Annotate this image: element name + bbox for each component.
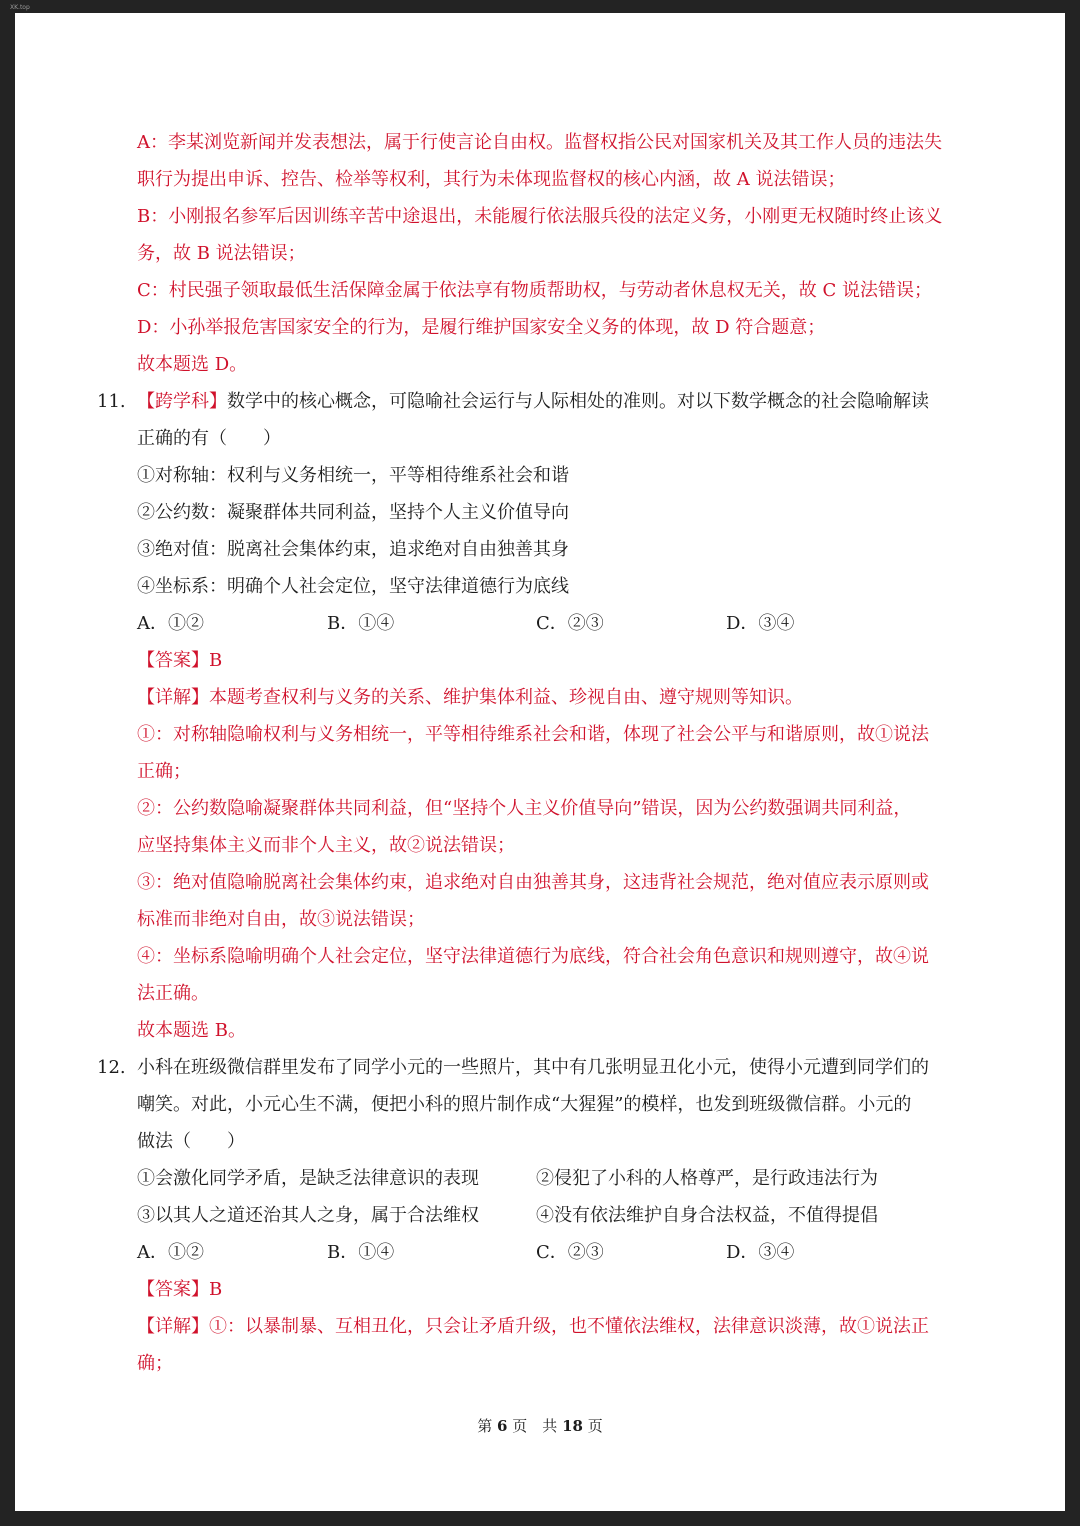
question-11-tag: 【跨学科】 [137,391,227,412]
footer-suffix: 页 [587,1417,603,1435]
question-11-explain-2a: ②：公约数隐喻凝聚群体共同利益，但“坚持个人主义价值导向”错误，因为公约数强调共同利益， [137,798,912,819]
question-11-explain-intro: 【详解】本题考查权利与义务的关系、维护集体利益、珍视自由、遵守规则等知识。 [137,687,803,708]
question-12-explain-line-2: 确； [137,1353,173,1374]
analysis-c-line: C：村民强子领取最低生活保障金属于依法享有物质帮助权，与劳动者休息权无关，故 C 说法错误； [137,280,932,301]
question-11-option-c: C．②③ [536,613,604,634]
question-11-explain-3a: ③：绝对值隐喻脱离社会集体约束，追求绝对自由独善其身，这违背社会规范，绝对值应表示原则或 [137,872,929,893]
question-11-explain-2b: 应坚持集体主义而非个人主义，故②说法错误； [137,835,515,856]
analysis-a-line-1: A：李某浏览新闻并发表想法，属于行使言论自由权。监督权指公民对国家机关及其工作人员的违法失 [137,132,942,153]
corner-watermark: XK.top [10,4,30,11]
question-12-statement-2: ②侵犯了小科的人格尊严，是行政违法行为 [536,1168,878,1189]
question-12-number: 12. [97,1057,126,1078]
question-11-conclusion: 故本题选 B。 [137,1020,246,1041]
question-11-statement-2: ②公约数：凝聚群体共同利益，坚持个人主义价值导向 [137,502,569,523]
footer-prefix: 第 [477,1417,493,1435]
question-12-option-c: C．②③ [536,1242,604,1263]
question-11-explain-4a: ④：坐标系隐喻明确个人社会定位，坚守法律道德行为底线，符合社会角色意识和规则遵守，故④说 [137,946,929,967]
analysis-b-line-1: B：小刚报名参军后因训练辛苦中途退出，未能履行依法服兵役的法定义务，小刚更无权随时终止该义 [137,206,943,227]
question-11-option-a: A．①② [137,613,204,634]
page-footer [15,1416,1065,1436]
question-11-statement-4: ④坐标系：明确个人社会定位，坚守法律道德行为底线 [137,576,569,597]
question-12-statement-1: ①会激化同学矛盾，是缺乏法律意识的表现 [137,1168,479,1189]
question-11-explain-1a: ①：对称轴隐喻权利与义务相统一，平等相待维系社会和谐，体现了社会公平与和谐原则，故①说法 [137,724,929,745]
question-11-statement-1: ①对称轴：权利与义务相统一，平等相待维系社会和谐 [137,465,569,486]
question-12-answer: 【答案】B [137,1279,223,1300]
question-11-number: 11. [97,391,126,412]
analysis-a-line-2: 职行为提出申诉、控告、检举等权利，其行为未体现监督权的核心内涵，故 A 说法错误； [137,169,846,190]
question-11-explain-3b: 标准而非绝对自由，故③说法错误； [137,909,425,930]
footer-middle: 页 共 [512,1417,558,1435]
question-12-stem-line-2: 嘲笑。对此，小元心生不满，便把小科的照片制作成“大猩猩”的模样，也发到班级微信群。小元的 [137,1094,912,1115]
analysis-b-line-2: 务，故 B 说法错误； [137,243,306,264]
question-12-stem-line-1: 小科在班级微信群里发布了同学小元的一些照片，其中有几张明显丑化小元，使得小元遭到同学们的 [137,1057,929,1078]
question-12-statement-3: ③以其人之道还治其人之身，属于合法维权 [137,1205,479,1226]
analysis-d-line: D：小孙举报危害国家安全的行为，是履行维护国家安全义务的体现，故 D 符合题意； [137,317,826,338]
question-12-stem-line-3: 做法（ ） [137,1131,245,1152]
question-11-stem-text: 数学中的核心概念，可隐喻社会运行与人际相处的准则。对以下数学概念的社会隐喻解读 [227,391,929,412]
document-page [15,13,1065,1511]
question-11-explain-1b: 正确； [137,761,191,782]
question-11-answer: 【答案】B [137,650,223,671]
question-11-explain-4b: 法正确。 [137,983,209,1004]
footer-total-pages: 18 [562,1417,583,1435]
question-12-option-d: D．③④ [726,1242,795,1263]
question-11-option-d: D．③④ [726,613,795,634]
question-11-option-b: B．①④ [327,613,395,634]
question-11-stem-line-1 [137,390,929,414]
question-11-statement-3: ③绝对值：脱离社会集体约束，追求绝对自由独善其身 [137,539,569,560]
footer-page-number: 6 [497,1417,508,1435]
question-12-statement-4: ④没有依法维护自身合法权益，不值得提倡 [536,1205,878,1226]
question-12-explain-line-1: 【详解】①：以暴制暴、互相丑化，只会让矛盾升级，也不懂依法维权，法律意识淡薄，故①说法正 [137,1316,929,1337]
analysis-q10-conclusion: 故本题选 D。 [137,354,248,375]
question-12-option-a: A．①② [137,1242,204,1263]
question-11-stem-line-2: 正确的有（ ） [137,428,281,449]
question-12-option-b: B．①④ [327,1242,395,1263]
